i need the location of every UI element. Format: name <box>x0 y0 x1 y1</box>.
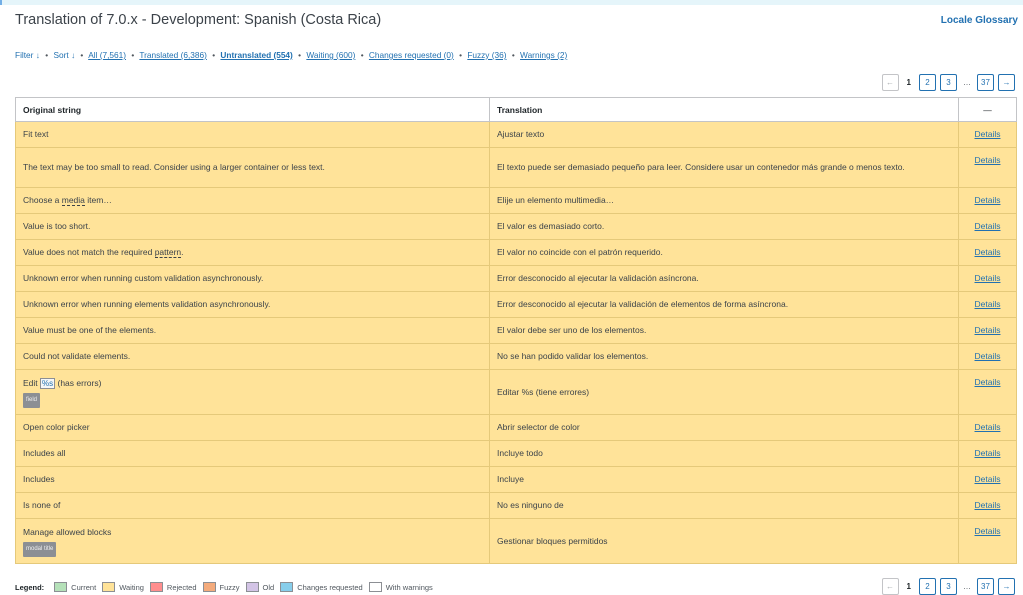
translation-cell: Gestionar bloques permitidos <box>490 519 959 564</box>
table-row[interactable] <box>16 266 1017 292</box>
locale-glossary-link[interactable]: Locale Glossary <box>940 15 1018 26</box>
translation-cell: El valor debe ser uno de los elementos. <box>490 318 959 344</box>
original-cell <box>16 188 490 214</box>
legend-swatch-fuzzy <box>203 582 216 592</box>
translation-cell: Ajustar texto <box>490 122 959 148</box>
original-cell <box>16 519 490 564</box>
filter-untranslated[interactable]: Untranslated (554) <box>220 50 293 60</box>
legend-swatch-with-warnings <box>369 582 382 592</box>
filter-changes-requested[interactable]: Changes requested (0) <box>368 50 454 60</box>
notice-strip <box>0 0 1023 5</box>
translation-cell: No se han podido validar los elementos. <box>490 344 959 370</box>
legend-label: With warnings <box>385 582 433 592</box>
translation-cell: Incluye <box>490 467 959 493</box>
table-row[interactable] <box>16 519 1017 564</box>
details-cell <box>959 148 1017 188</box>
original-cell: Value is too short. <box>16 214 490 240</box>
translation-cell: El valor es demasiado corto. <box>490 214 959 240</box>
details-cell <box>959 519 1017 564</box>
current-page: 1 <box>906 78 911 87</box>
actions-header: — <box>959 98 1017 122</box>
glossary-term[interactable]: pattern <box>154 247 182 257</box>
prev-page-button[interactable]: ← <box>882 74 899 91</box>
next-page-button[interactable]: → <box>998 578 1015 595</box>
legend-label: Rejected <box>166 582 197 592</box>
details-link[interactable]: Details <box>974 422 1001 432</box>
translation-cell: Editar %s (tiene errores) <box>490 370 959 415</box>
table-row[interactable] <box>16 188 1017 214</box>
original-cell: Could not validate elements. <box>16 344 490 370</box>
details-link[interactable]: Details <box>974 247 1001 257</box>
pagination-top <box>882 74 1015 91</box>
translation-cell: Elije un elemento multimedia… <box>490 188 959 214</box>
original-cell <box>16 370 490 415</box>
details-cell <box>959 344 1017 370</box>
page-header <box>15 12 1018 34</box>
original-cell: The text may be too small to read. Consider using a larger container or less text. <box>16 148 490 188</box>
details-link[interactable]: Details <box>974 273 1001 283</box>
filter-all[interactable]: All (7,561) <box>88 50 127 60</box>
translation-cell: Incluye todo <box>490 441 959 467</box>
details-cell <box>959 467 1017 493</box>
details-link[interactable]: Details <box>974 351 1001 361</box>
details-link[interactable]: Details <box>974 377 1001 387</box>
original-text: Value does not match the required <box>23 247 155 257</box>
page-3-button[interactable]: 3 <box>940 578 957 595</box>
legend-label: Fuzzy <box>219 582 240 592</box>
original-text: Manage allowed blocks <box>23 526 112 537</box>
last-page-button[interactable]: 37 <box>977 74 994 91</box>
page-2-button[interactable]: 2 <box>919 74 936 91</box>
details-link[interactable]: Details <box>974 325 1001 335</box>
table-row[interactable] <box>16 441 1017 467</box>
prev-page-button[interactable]: ← <box>882 578 899 595</box>
details-cell <box>959 188 1017 214</box>
details-link[interactable]: Details <box>974 474 1001 484</box>
original-cell: Unknown error when running elements validation asynchronously. <box>16 292 490 318</box>
table-row[interactable] <box>16 467 1017 493</box>
pagination-bottom <box>882 578 1015 595</box>
original-cell <box>16 240 490 266</box>
filter-warnings[interactable]: Warnings (2) <box>520 50 568 60</box>
original-cell: Open color picker <box>16 415 490 441</box>
translation-cell: El texto puede ser demasiado pequeño para leer. Considere usar un contenedor más grande o menos texto. <box>490 148 959 188</box>
translation-cell: Abrir selector de color <box>490 415 959 441</box>
table-row[interactable] <box>16 318 1017 344</box>
table-row[interactable] <box>16 493 1017 519</box>
filter-separator: • <box>45 50 49 60</box>
table-row[interactable] <box>16 240 1017 266</box>
details-link[interactable]: Details <box>974 195 1001 205</box>
details-link[interactable]: Details <box>974 526 1001 536</box>
details-cell <box>959 214 1017 240</box>
original-cell: Is none of <box>16 493 490 519</box>
original-text: Edit <box>23 377 41 388</box>
legend-swatch-rejected <box>150 582 163 592</box>
original-text: Choose a <box>23 195 62 205</box>
details-cell <box>959 370 1017 415</box>
details-cell <box>959 318 1017 344</box>
details-cell <box>959 266 1017 292</box>
legend-label: Changes requested <box>297 582 363 592</box>
original-text: item… <box>84 195 112 205</box>
page-3-button[interactable]: 3 <box>940 74 957 91</box>
context-badge: modal title <box>23 542 56 557</box>
translation-cell: Error desconocido al ejecutar la validación de elementos de forma asíncrona. <box>490 292 959 318</box>
context-badge: field <box>23 393 40 408</box>
original-string-header: Original string <box>16 98 490 122</box>
filter-bar <box>15 50 567 60</box>
translation-header: Translation <box>490 98 959 122</box>
filter-separator: • <box>360 50 364 60</box>
table-row[interactable] <box>16 415 1017 441</box>
details-cell <box>959 441 1017 467</box>
filter-separator: • <box>459 50 463 60</box>
table-row[interactable] <box>16 370 1017 415</box>
original-cell: Includes all <box>16 441 490 467</box>
current-page: 1 <box>906 582 911 591</box>
translation-cell: El valor no coincide con el patrón requerido. <box>490 240 959 266</box>
legend-swatch-waiting <box>102 582 115 592</box>
translation-cell: No es ninguno de <box>490 493 959 519</box>
table-row[interactable] <box>16 148 1017 188</box>
original-cell: Value must be one of the elements. <box>16 318 490 344</box>
translation-cell: Error desconocido al ejecutar la validación asíncrona. <box>490 266 959 292</box>
filter-separator: • <box>80 50 84 60</box>
filter-translated[interactable]: Translated (6,386) <box>139 50 207 60</box>
table-row[interactable] <box>16 344 1017 370</box>
filter-separator: • <box>298 50 302 60</box>
details-link[interactable]: Details <box>974 221 1001 231</box>
details-link[interactable]: Details <box>974 448 1001 458</box>
details-link[interactable]: Details <box>974 155 1001 165</box>
details-cell <box>959 415 1017 441</box>
legend-label: Current <box>71 582 97 592</box>
filter-separator: • <box>511 50 515 60</box>
sort-toggle[interactable]: Sort ↓ <box>53 50 76 60</box>
original-text: (has errors) <box>55 377 102 388</box>
table-header-row <box>16 98 1017 122</box>
original-cell: Unknown error when running custom validation asynchronously. <box>16 266 490 292</box>
legend-title: Legend: <box>15 582 45 592</box>
original-text: . <box>181 247 184 257</box>
filter-separator: • <box>131 50 135 60</box>
details-cell <box>959 240 1017 266</box>
legend-label: Old <box>262 582 275 592</box>
pagination-ellipsis: … <box>963 78 971 87</box>
last-page-button[interactable]: 37 <box>977 578 994 595</box>
details-cell <box>959 292 1017 318</box>
translations-table <box>15 97 1017 564</box>
filter-toggle[interactable]: Filter ↓ <box>15 50 40 60</box>
table-row[interactable] <box>16 214 1017 240</box>
pagination-ellipsis: … <box>963 582 971 591</box>
table-row[interactable] <box>16 292 1017 318</box>
original-cell: Includes <box>16 467 490 493</box>
original-cell: Fit text <box>16 122 490 148</box>
table-row[interactable] <box>16 122 1017 148</box>
filter-fuzzy[interactable]: Fuzzy (36) <box>467 50 507 60</box>
details-cell <box>959 122 1017 148</box>
details-link[interactable]: Details <box>974 500 1001 510</box>
filter-separator: • <box>212 50 216 60</box>
legend-swatch-changes-requested <box>280 582 293 592</box>
page-title: Translation of 7.0.x - Development: Spanish (Costa Rica) <box>15 12 382 28</box>
page-2-button[interactable]: 2 <box>919 578 936 595</box>
legend-swatch-old <box>246 582 259 592</box>
glossary-term[interactable]: media <box>61 195 85 205</box>
details-link[interactable]: Details <box>974 129 1001 139</box>
placeholder-token: %s <box>42 378 54 388</box>
legend-swatch-current <box>54 582 67 592</box>
status-legend <box>15 582 433 592</box>
details-link[interactable]: Details <box>974 299 1001 309</box>
filter-waiting[interactable]: Waiting (600) <box>306 50 356 60</box>
next-page-button[interactable]: → <box>998 74 1015 91</box>
legend-label: Waiting <box>119 582 144 592</box>
details-cell <box>959 493 1017 519</box>
